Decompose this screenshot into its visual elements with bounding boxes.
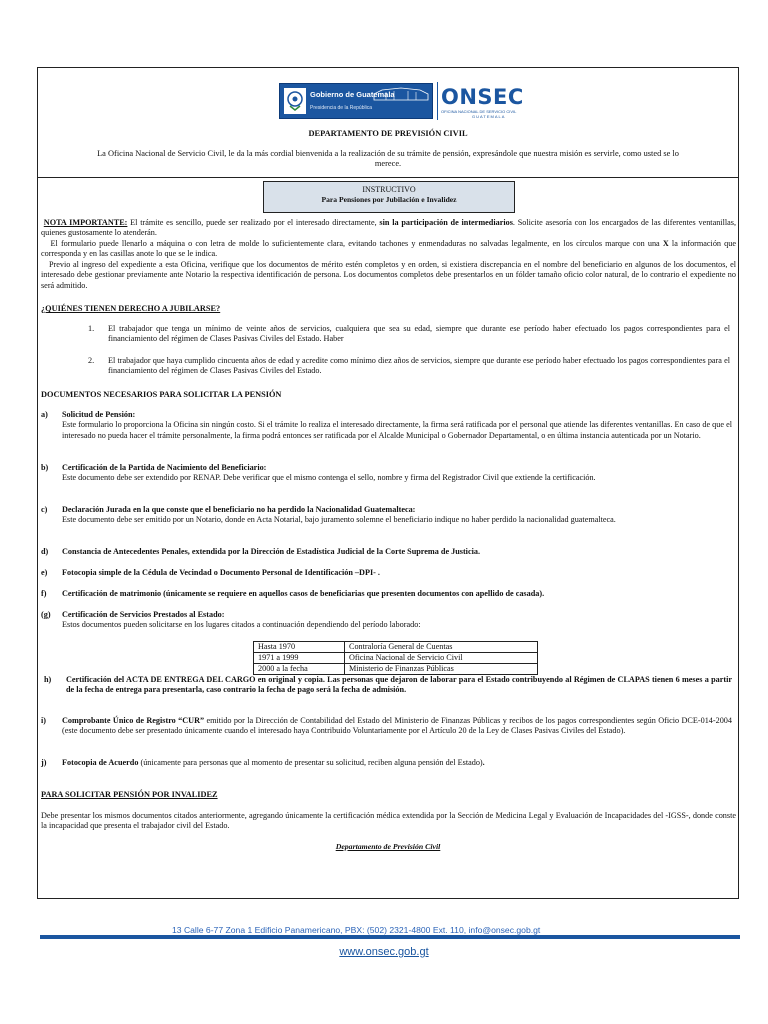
doc-item-label: j) [41, 758, 47, 767]
nota-label: NOTA IMPORTANTE: [43, 218, 128, 227]
doc-item [62, 463, 732, 484]
footer-address: 13 Calle 6-77 Zona 1 Edificio Panamericano, PBX: (502) 2321-4800 Ext. 110, info@onsec.gob.gt [172, 925, 541, 935]
welcome-text: La Oficina Nacional de Servicio Civil, le da la más cordial bienvenida a la realización de su trámite de pensión, expresándole que nuestra misión es servirle, como usted se lo merece. [97, 149, 679, 168]
doc-item-label: a) [41, 410, 48, 419]
doc-item-text: Este documento debe ser emitido por un Notario, donde en Acta Notarial, bajo juramento solemne el beneficiario indique no haber perdido la nacionalidad guatemalteca. [62, 515, 616, 525]
place-cell: Contraloría General de Cuentas [345, 642, 538, 653]
formulario-text-1: El formulario puede llenarlo a máquina o con letra de molde lo suficientemente clara, evitando tachones y enmendaduras no salvadas legalmente, en los círculos marque con una [50, 239, 663, 248]
doc-item-label: d) [41, 547, 49, 556]
onsec-logo-country: GUATEMALA [472, 114, 506, 119]
doc-item-text: Este documento debe ser extendido por RENAP. Debe verificar que el mismo contenga el sello, nombre y firma del Registrador Civil que extiende la certificación. [62, 473, 596, 483]
doc-item-label: b) [41, 463, 49, 472]
doc-item-title: Certificación de Servicios Prestados al Estado: [62, 610, 225, 619]
doc-item-label: i) [41, 716, 47, 725]
doc-item-text: (únicamente para personas que al momento de presentar su solicitud, reciben alguna pensión del Estado) [138, 758, 483, 767]
formulario-x: X [662, 239, 669, 248]
place-cell: Ministerio de Finanzas Públicas [345, 664, 538, 675]
department-title: DEPARTAMENTO DE PREVISIÓN CIVIL [308, 129, 468, 138]
period-cell: 2000 a la fecha [254, 664, 345, 675]
doc-item-label: f) [41, 589, 47, 598]
instructivo-title: INSTRUCTIVO [362, 185, 416, 194]
doc-item-title: Certificación de la Partida de Nacimiento del Beneficiario: [62, 463, 267, 472]
doc-item [62, 410, 732, 441]
doc-item-title: Fotocopia de Acuerdo [62, 758, 139, 767]
period-table [253, 641, 538, 675]
coat-of-arms-icon [284, 88, 306, 114]
doc-item-label: c) [41, 505, 48, 514]
onsec-logo: ONSEC [441, 85, 524, 109]
doc-item-text: emitido por la Dirección de Contabilidad del Estado del Ministerio de Finanzas Públicas y recibos de los pagos correspondientes según Oficio DCE-014-2004 (este documento debe ser presentado únicamente cuando el interesado haya Contribuido Voluntariamente por el Artículo 20 de la Ley de Clases Pasivas Civiles del Estado). [62, 716, 732, 736]
period-cell: Hasta 1970 [254, 642, 345, 653]
gobierno-subtitle: Presidencia de la República [310, 105, 372, 111]
doc-item [62, 716, 732, 737]
doc-item-label: h) [44, 675, 52, 684]
header-box [38, 68, 738, 178]
doc-item-title: Certificación de matrimonio (únicamente se requiere en aquellos casos de beneficiarias que presenten documentos con apellido de casada). [62, 589, 545, 598]
table-row [254, 653, 538, 664]
nota-text-1: El trámite es sencillo, puede ser realizado por el interesado directamente, [127, 218, 380, 227]
quienes-item-text: El trabajador que tenga un mínimo de veinte años de servicios, cualquiera que sea su edad, siempre que durante ese período haber efectuado los pagos correspondientes para el financiamiento del régimen de Clases Pasivas Civiles del Estado. Haber [108, 324, 730, 344]
doc-item [62, 589, 732, 599]
instructivo-subtitle: Para Pensiones por Jubilación e Invalidez [321, 195, 457, 204]
formulario-paragraph [41, 239, 736, 260]
invalidez-heading: PARA SOLICITAR PENSIÓN POR INVALIDEZ [41, 790, 218, 799]
doc-item-title: Fotocopia simple de la Cédula de Vecindad o Documento Personal de Identificación –DPI- . [62, 568, 380, 577]
building-icon [372, 87, 430, 101]
formulario-text-2: la información que corresponda y en las casillas anote lo que se le indica. [41, 239, 736, 259]
document-frame [37, 67, 739, 899]
doc-item-end: . [482, 758, 485, 767]
doc-item [62, 610, 732, 631]
doc-item-title: Comprobante Único de Registro “CUR” [62, 716, 205, 725]
doc-item-label: (g) [41, 610, 51, 619]
logo-divider [437, 82, 438, 120]
table-row [254, 664, 538, 675]
quienes-item-number: 1. [88, 324, 95, 333]
nota-text-2: . Solicite asesoría con los encargados de las diferentes ventanillas, quienes gustosamente lo atenderán. [41, 218, 736, 238]
documentos-heading: DOCUMENTOS NECESARIOS PARA SOLICITAR LA PENSIÓN [41, 390, 282, 399]
doc-item-text: Estos documentos pueden solicitarse en los lugares citados a continuación dependiendo del período laborado: [62, 620, 421, 630]
doc-item [62, 505, 732, 526]
doc-item [62, 568, 732, 578]
doc-item-title: Declaración Jurada en la que conste que el beneficiario no ha perdido la Nacionalidad Guatemalteca: [62, 505, 416, 514]
nota-paragraph [41, 218, 736, 239]
quienes-item-text: El trabajador que haya cumplido cincuenta años de edad y acredite como mínimo diez años de servicios, siempre que durante ese período haber efectuado los pagos correspondientes para el financiamiento del régimen de Clases Pasivas Civiles del Estado. [108, 356, 730, 376]
department-signature: Departamento de Previsión Civil [335, 842, 441, 851]
place-cell: Oficina Nacional de Servicio Civil [345, 653, 538, 664]
nota-bold: sin la participación de intermediarios [379, 218, 513, 227]
quienes-heading: ¿QUIÉNES TIENEN DERECHO A JUBILARSE? [41, 304, 221, 313]
doc-item [62, 758, 732, 768]
doc-item-title: Solicitud de Pensión: [62, 410, 136, 419]
doc-item-h-text: Certificación del ACTA DE ENTREGA DEL CARGO en original y copia. Las personas que dejaron de laborar para el Estado contribuyendo al Régimen de CLAPAS tienen 6 meses a partir de la fecha de entrega para presentarla, caso contrario la fecha de pago será la fecha de admisión. [66, 675, 732, 695]
previo-paragraph [41, 260, 736, 291]
quienes-item-number: 2. [88, 356, 95, 365]
gobierno-logo [279, 83, 433, 119]
footer-rule [40, 935, 740, 939]
table-row [254, 642, 538, 653]
doc-item-label: e) [41, 568, 48, 577]
period-cell: 1971 a 1999 [254, 653, 345, 664]
doc-item-title: Constancia de Antecedentes Penales, extendida por la Dirección de Estadística Judicial de la Corte Suprema de Justicia. [62, 547, 481, 556]
website-link[interactable]: www.onsec.gob.gt [339, 946, 429, 958]
instructivo-box [263, 181, 515, 213]
invalidez-text: Debe presentar los mismos documentos citados anteriormente, agregando únicamente la certificación médica extendida por la Sección de Medicina Legal y Evaluación de Incapacidades del -IGSS-, donde conste la incapacidad que presenta el trabajador civil del Estado. [41, 811, 736, 831]
onsec-logo-subtitle: OFICINA NACIONAL DE SERVICIO CIVIL [441, 109, 517, 114]
doc-item-text: Este formulario lo proporciona la Oficina sin ningún costo. Si el trámite lo realiza el interesado directamente, la firma será ratificada por el personal que atiende las diferentes ventanillas. En caso de que el interesado no pueda hacer el trámite personalmente, la firma podrá entonces ser ratificada por el Alcalde Municipal o Gobernador Departamental, o en última instancia autenticada por un Notario. [62, 420, 732, 440]
doc-item [62, 547, 732, 557]
gobierno-title: Gobierno de Guatemala [310, 90, 395, 99]
previo-text: Previo al ingreso del expediente a esta Oficina, verifique que los documentos de mérito estén completos y en orden, si existiera discrepancia en el nombre del beneficiario en algunos de los documentos, el interesado debe gestionar previamente ante Notario la respectiva identificación de persona. Los documentos completos debe presentarlos en un fólder tamaño oficio color natural, de lo contrario el expediente no será admitido. [41, 260, 736, 290]
